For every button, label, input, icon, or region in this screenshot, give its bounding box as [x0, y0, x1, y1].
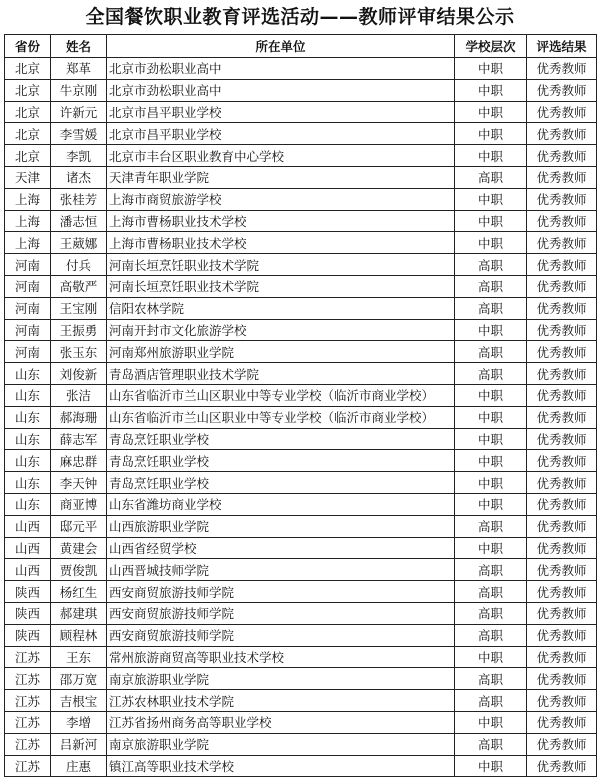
header-result: 评选结果 — [527, 35, 597, 58]
table-row — [5, 755, 597, 777]
cell-province: 河南 — [5, 254, 51, 276]
cell-province: 北京 — [5, 145, 51, 167]
table-body — [5, 58, 597, 777]
table-row — [5, 166, 597, 188]
cell-school-level: 中职 — [455, 755, 527, 777]
cell-name: 商亚博 — [51, 493, 107, 515]
cell-unit: 上海市商贸旅游学校 — [107, 188, 455, 210]
cell-unit: 山西旅游职业学院 — [107, 515, 455, 537]
cell-unit: 北京市劲松职业高中 — [107, 58, 455, 80]
cell-name: 刘俊新 — [51, 363, 107, 385]
cell-unit: 西安商贸旅游技师学院 — [107, 581, 455, 603]
cell-province: 山东 — [5, 406, 51, 428]
cell-result: 优秀教师 — [527, 123, 597, 145]
header-name: 姓名 — [51, 35, 107, 58]
cell-name: 诸杰 — [51, 166, 107, 188]
cell-school-level: 高职 — [455, 559, 527, 581]
table-row — [5, 232, 597, 254]
cell-name: 庄惠 — [51, 755, 107, 777]
cell-school-level: 中职 — [455, 123, 527, 145]
cell-province: 江苏 — [5, 668, 51, 690]
table-row — [5, 210, 597, 232]
cell-result: 优秀教师 — [527, 79, 597, 101]
table-row — [5, 646, 597, 668]
table-row — [5, 297, 597, 319]
cell-unit: 北京市昌平职业学校 — [107, 101, 455, 123]
cell-result: 优秀教师 — [527, 58, 597, 80]
cell-unit: 北京市丰台区职业教育中心学校 — [107, 145, 455, 167]
cell-school-level: 中职 — [455, 472, 527, 494]
table-row — [5, 123, 597, 145]
cell-province: 河南 — [5, 297, 51, 319]
table-row — [5, 254, 597, 276]
cell-school-level: 中职 — [455, 188, 527, 210]
cell-province: 山东 — [5, 363, 51, 385]
table-row — [5, 275, 597, 297]
cell-result: 优秀教师 — [527, 166, 597, 188]
cell-name: 杨红生 — [51, 581, 107, 603]
cell-result: 优秀教师 — [527, 668, 597, 690]
cell-school-level: 中职 — [455, 711, 527, 733]
cell-name: 郑革 — [51, 58, 107, 80]
cell-name: 吕新河 — [51, 733, 107, 755]
cell-name: 薛志军 — [51, 428, 107, 450]
table-row — [5, 581, 597, 603]
cell-province: 陕西 — [5, 581, 51, 603]
cell-school-level: 高职 — [455, 690, 527, 712]
cell-province: 上海 — [5, 210, 51, 232]
table-row — [5, 101, 597, 123]
cell-school-level: 中职 — [455, 646, 527, 668]
table-row — [5, 602, 597, 624]
cell-unit: 河南开封市文化旅游学校 — [107, 319, 455, 341]
cell-province: 江苏 — [5, 755, 51, 777]
cell-school-level: 中职 — [455, 450, 527, 472]
cell-result: 优秀教师 — [527, 559, 597, 581]
cell-unit: 南京旅游职业学院 — [107, 668, 455, 690]
cell-province: 陕西 — [5, 624, 51, 646]
cell-name: 李凯 — [51, 145, 107, 167]
cell-school-level: 中职 — [455, 428, 527, 450]
cell-name: 张玉东 — [51, 341, 107, 363]
cell-province: 河南 — [5, 275, 51, 297]
cell-province: 河南 — [5, 319, 51, 341]
cell-unit: 河南长垣烹饪职业技术学院 — [107, 275, 455, 297]
cell-school-level: 中职 — [455, 493, 527, 515]
cell-unit: 江苏省扬州商务高等职业学校 — [107, 711, 455, 733]
cell-school-level: 中职 — [455, 58, 527, 80]
table-row — [5, 363, 597, 385]
cell-school-level: 中职 — [455, 537, 527, 559]
cell-province: 山东 — [5, 493, 51, 515]
cell-result: 优秀教师 — [527, 624, 597, 646]
cell-school-level: 中职 — [455, 232, 527, 254]
table-row — [5, 450, 597, 472]
cell-school-level: 高职 — [455, 341, 527, 363]
cell-province: 山东 — [5, 384, 51, 406]
cell-unit: 河南长垣烹饪职业技术学院 — [107, 254, 455, 276]
cell-province: 北京 — [5, 101, 51, 123]
cell-unit: 镇江高等职业技术学校 — [107, 755, 455, 777]
cell-province: 上海 — [5, 232, 51, 254]
cell-unit: 河南郑州旅游职业学院 — [107, 341, 455, 363]
cell-unit: 青岛烹饪职业学校 — [107, 428, 455, 450]
results-table — [4, 34, 597, 777]
cell-school-level: 中职 — [455, 210, 527, 232]
cell-result: 优秀教师 — [527, 210, 597, 232]
cell-unit: 青岛烹饪职业学校 — [107, 472, 455, 494]
cell-name: 吉根宝 — [51, 690, 107, 712]
cell-unit: 北京市劲松职业高中 — [107, 79, 455, 101]
cell-school-level: 高职 — [455, 515, 527, 537]
cell-result: 优秀教师 — [527, 493, 597, 515]
cell-result: 优秀教师 — [527, 515, 597, 537]
cell-name: 潘志恒 — [51, 210, 107, 232]
cell-unit: 青岛烹饪职业学校 — [107, 450, 455, 472]
cell-school-level: 高职 — [455, 733, 527, 755]
cell-school-level: 高职 — [455, 581, 527, 603]
cell-province: 山西 — [5, 537, 51, 559]
cell-unit: 青岛酒店管理职业技术学院 — [107, 363, 455, 385]
cell-unit: 山西省经贸学校 — [107, 537, 455, 559]
cell-name: 王振勇 — [51, 319, 107, 341]
cell-name: 许新元 — [51, 101, 107, 123]
cell-result: 优秀教师 — [527, 363, 597, 385]
cell-name: 高敬严 — [51, 275, 107, 297]
cell-result: 优秀教师 — [527, 646, 597, 668]
cell-school-level: 高职 — [455, 254, 527, 276]
cell-unit: 山东省潍坊商业学校 — [107, 493, 455, 515]
cell-result: 优秀教师 — [527, 406, 597, 428]
cell-result: 优秀教师 — [527, 275, 597, 297]
table-row — [5, 711, 597, 733]
cell-unit: 天津青年职业学院 — [107, 166, 455, 188]
cell-school-level: 高职 — [455, 275, 527, 297]
cell-school-level: 高职 — [455, 363, 527, 385]
cell-result: 优秀教师 — [527, 690, 597, 712]
table-row — [5, 493, 597, 515]
cell-name: 邵万宽 — [51, 668, 107, 690]
cell-name: 王东 — [51, 646, 107, 668]
header-province: 省份 — [5, 35, 51, 58]
cell-province: 江苏 — [5, 733, 51, 755]
cell-result: 优秀教师 — [527, 254, 597, 276]
cell-unit: 江苏农林职业技术学院 — [107, 690, 455, 712]
cell-result: 优秀教师 — [527, 537, 597, 559]
table-row — [5, 733, 597, 755]
cell-province: 陕西 — [5, 602, 51, 624]
cell-school-level: 中职 — [455, 384, 527, 406]
cell-province: 山东 — [5, 428, 51, 450]
cell-name: 郝海珊 — [51, 406, 107, 428]
table-row — [5, 624, 597, 646]
cell-school-level: 中职 — [455, 101, 527, 123]
cell-result: 优秀教师 — [527, 145, 597, 167]
page-title: 全国餐饮职业教育评选活动——教师评审结果公示 — [85, 6, 515, 28]
cell-province: 上海 — [5, 188, 51, 210]
cell-school-level: 高职 — [455, 624, 527, 646]
cell-result: 优秀教师 — [527, 232, 597, 254]
cell-school-level: 高职 — [455, 166, 527, 188]
cell-province: 江苏 — [5, 711, 51, 733]
cell-province: 北京 — [5, 79, 51, 101]
cell-unit: 山东省临沂市兰山区职业中等专业学校（临沂市商业学校） — [107, 384, 455, 406]
cell-name: 郝建琪 — [51, 602, 107, 624]
cell-province: 山西 — [5, 559, 51, 581]
table-row — [5, 145, 597, 167]
table-row — [5, 515, 597, 537]
table-row — [5, 537, 597, 559]
cell-school-level: 高职 — [455, 297, 527, 319]
table-row — [5, 79, 597, 101]
cell-unit: 山西晋城技师学院 — [107, 559, 455, 581]
cell-name: 贾俊凯 — [51, 559, 107, 581]
cell-result: 优秀教师 — [527, 602, 597, 624]
cell-province: 山东 — [5, 472, 51, 494]
table-row — [5, 319, 597, 341]
cell-name: 张洁 — [51, 384, 107, 406]
cell-school-level: 中职 — [455, 319, 527, 341]
cell-unit: 上海市曹杨职业技术学校 — [107, 210, 455, 232]
cell-result: 优秀教师 — [527, 428, 597, 450]
table-row — [5, 58, 597, 80]
cell-name: 邸元平 — [51, 515, 107, 537]
cell-unit: 信阳农林学院 — [107, 297, 455, 319]
cell-name: 付兵 — [51, 254, 107, 276]
cell-name: 王宝刚 — [51, 297, 107, 319]
cell-province: 北京 — [5, 123, 51, 145]
cell-unit: 常州旅游商贸高等职业技术学校 — [107, 646, 455, 668]
cell-school-level: 中职 — [455, 79, 527, 101]
table-row — [5, 690, 597, 712]
cell-result: 优秀教师 — [527, 319, 597, 341]
table-row — [5, 341, 597, 363]
cell-name: 李天钟 — [51, 472, 107, 494]
cell-result: 优秀教师 — [527, 711, 597, 733]
cell-result: 优秀教师 — [527, 341, 597, 363]
cell-name: 麻忠群 — [51, 450, 107, 472]
cell-result: 优秀教师 — [527, 188, 597, 210]
table-header — [5, 35, 597, 58]
header-school-level: 学校层次 — [455, 35, 527, 58]
cell-name: 王葳娜 — [51, 232, 107, 254]
table-row — [5, 188, 597, 210]
cell-unit: 西安商贸旅游技师学院 — [107, 602, 455, 624]
cell-school-level: 中职 — [455, 406, 527, 428]
cell-province: 山东 — [5, 450, 51, 472]
cell-province: 江苏 — [5, 646, 51, 668]
cell-name: 张桂芳 — [51, 188, 107, 210]
cell-unit: 南京旅游职业学院 — [107, 733, 455, 755]
cell-school-level: 高职 — [455, 602, 527, 624]
cell-result: 优秀教师 — [527, 384, 597, 406]
header-unit: 所在单位 — [107, 35, 455, 58]
cell-unit: 西安商贸旅游技师学院 — [107, 624, 455, 646]
table-row — [5, 668, 597, 690]
cell-name: 牛京刚 — [51, 79, 107, 101]
cell-result: 优秀教师 — [527, 450, 597, 472]
cell-result: 优秀教师 — [527, 297, 597, 319]
table-row — [5, 384, 597, 406]
cell-result: 优秀教师 — [527, 101, 597, 123]
cell-result: 优秀教师 — [527, 581, 597, 603]
cell-unit: 上海市曹杨职业技术学校 — [107, 232, 455, 254]
table-row — [5, 472, 597, 494]
table-row — [5, 559, 597, 581]
table-row — [5, 406, 597, 428]
cell-province: 江苏 — [5, 690, 51, 712]
table-row — [5, 428, 597, 450]
cell-name: 黄建会 — [51, 537, 107, 559]
cell-result: 优秀教师 — [527, 733, 597, 755]
cell-school-level: 中职 — [455, 145, 527, 167]
cell-province: 河南 — [5, 341, 51, 363]
cell-result: 优秀教师 — [527, 755, 597, 777]
cell-name: 顾程林 — [51, 624, 107, 646]
cell-school-level: 高职 — [455, 668, 527, 690]
cell-unit: 山东省临沂市兰山区职业中等专业学校（临沂市商业学校） — [107, 406, 455, 428]
cell-province: 北京 — [5, 58, 51, 80]
cell-province: 天津 — [5, 166, 51, 188]
cell-name: 李增 — [51, 711, 107, 733]
cell-unit: 北京市昌平职业学校 — [107, 123, 455, 145]
cell-name: 李雪媛 — [51, 123, 107, 145]
cell-result: 优秀教师 — [527, 472, 597, 494]
cell-province: 山西 — [5, 515, 51, 537]
